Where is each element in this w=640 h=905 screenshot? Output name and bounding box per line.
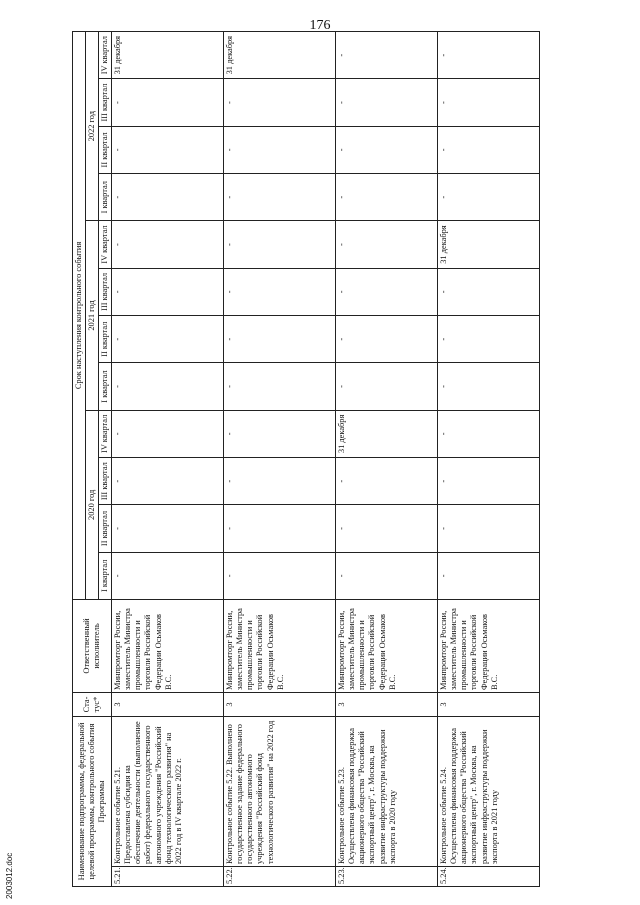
- event-status: 3: [438, 693, 540, 717]
- quarter-cell-empty: -: [112, 410, 224, 457]
- quarter-cell-empty: -: [224, 410, 336, 457]
- quarter-cell-date: 31 декабря: [438, 221, 540, 268]
- event-name: Контрольное событие 5.22. Выполнено государственное задание федерального государственного автономного учреждения "Российский фонд технологического развития" на 2022 год: [224, 717, 336, 867]
- quarter-cell-empty: -: [224, 174, 336, 221]
- quarter-cell-empty: -: [112, 552, 224, 599]
- quarter-cell-empty: -: [438, 458, 540, 505]
- quarter-cell-empty: -: [336, 79, 438, 126]
- quarter-cell-empty: -: [438, 79, 540, 126]
- quarter-cell-empty: -: [112, 268, 224, 315]
- header-quarter: III квартал: [99, 458, 112, 505]
- quarter-cell-date: 31 декабря: [336, 410, 438, 457]
- footer-doc-code: 2003012.doc: [5, 852, 14, 899]
- quarter-cell-empty: -: [336, 505, 438, 552]
- quarter-cell-empty: -: [224, 79, 336, 126]
- quarter-cell-empty: -: [438, 505, 540, 552]
- table-row: [336, 31, 438, 886]
- header-quarter: III квартал: [99, 268, 112, 315]
- table-wrapper: [72, 32, 550, 887]
- header-year-2022: 2022 год: [86, 31, 99, 220]
- header-quarter: I квартал: [99, 174, 112, 221]
- row-number: 5.21.: [112, 867, 224, 887]
- quarter-cell-empty: -: [224, 126, 336, 173]
- quarter-cell-empty: -: [336, 268, 438, 315]
- header-quarter: I квартал: [99, 363, 112, 410]
- quarter-cell-empty: -: [112, 458, 224, 505]
- quarter-cell-empty: -: [438, 268, 540, 315]
- header-year-2020: 2020 год: [86, 410, 99, 599]
- quarter-cell-empty: -: [224, 505, 336, 552]
- control-events-table: [72, 31, 540, 887]
- quarter-cell-empty: -: [112, 221, 224, 268]
- header-quarter: IV квартал: [99, 31, 112, 78]
- header-quarter: II квартал: [99, 126, 112, 173]
- event-responsible: Минпромторг России, заместитель Министра промышленности и торговли Российской Федерации Осьмаков В.С.: [438, 600, 540, 693]
- quarter-cell-date: 31 декабря: [112, 31, 224, 78]
- event-status: 3: [224, 693, 336, 717]
- event-responsible: Минпромторг России, заместитель Министра промышленности и торговли Российской Федерации Осьмаков В.С.: [112, 600, 224, 693]
- quarter-cell-empty: -: [224, 363, 336, 410]
- event-status: 3: [336, 693, 438, 717]
- header-quarter: IV квартал: [99, 221, 112, 268]
- header-status: Ста-тус*: [73, 693, 112, 717]
- quarter-cell-empty: -: [438, 126, 540, 173]
- header-year-2021: 2021 год: [86, 221, 99, 410]
- event-status: 3: [112, 693, 224, 717]
- quarter-cell-empty: -: [224, 552, 336, 599]
- quarter-cell-empty: -: [112, 363, 224, 410]
- quarter-cell-empty: -: [336, 458, 438, 505]
- quarter-cell-empty: -: [112, 316, 224, 363]
- event-name: Контрольное событие 5.24. Осуществлена финансовая поддержка акционерного общества "Российский экспортный центр", г. Москва, на развитие инфраструктуры поддержки экспорта в 2021 году: [438, 717, 540, 867]
- quarter-cell-empty: -: [336, 126, 438, 173]
- quarter-cell-date: 31 декабря: [224, 31, 336, 78]
- quarter-cell-empty: -: [438, 363, 540, 410]
- quarter-cell-empty: -: [224, 316, 336, 363]
- quarter-cell-empty: -: [224, 268, 336, 315]
- event-name: Контрольное событие 5.23. Осуществлена финансовая поддержка акционерного общества "Российский экспортный центр", г. Москва, на развитие инфраструктуры поддержки экспорта в 2020 году: [336, 717, 438, 867]
- quarter-cell-empty: -: [336, 552, 438, 599]
- quarter-cell-empty: -: [336, 31, 438, 78]
- quarter-cell-empty: -: [336, 363, 438, 410]
- quarter-cell-empty: -: [112, 505, 224, 552]
- quarter-cell-empty: -: [112, 174, 224, 221]
- page-number: 176: [309, 18, 331, 33]
- header-quarter: IV квартал: [99, 410, 112, 457]
- quarter-cell-empty: -: [112, 79, 224, 126]
- table-row: [438, 31, 540, 886]
- header-responsible: Ответственный исполнитель: [73, 600, 112, 693]
- rotated-page: [72, 32, 550, 887]
- quarter-cell-empty: -: [438, 410, 540, 457]
- table-row: [112, 31, 224, 886]
- event-responsible: Минпромторг России, заместитель Министра промышленности и торговли Российской Федерации Осьмаков В.С.: [224, 600, 336, 693]
- row-number: 5.22.: [224, 867, 336, 887]
- header-period: Срок наступления контрольного события: [73, 31, 86, 599]
- footer: [4, 699, 24, 899]
- header-quarter: II квартал: [99, 316, 112, 363]
- quarter-cell-empty: -: [224, 458, 336, 505]
- quarter-cell-empty: -: [336, 221, 438, 268]
- quarter-cell-empty: -: [336, 174, 438, 221]
- header-quarter: II квартал: [99, 505, 112, 552]
- header-quarter: I квартал: [99, 552, 112, 599]
- row-number: 5.23.: [336, 867, 438, 887]
- header-quarter: III квартал: [99, 79, 112, 126]
- quarter-cell-empty: -: [438, 552, 540, 599]
- header-name: Наименование подпрограммы, федеральной целевой программы, контрольного события Программы: [73, 717, 112, 887]
- quarter-cell-empty: -: [224, 221, 336, 268]
- quarter-cell-empty: -: [438, 316, 540, 363]
- quarter-cell-empty: -: [438, 174, 540, 221]
- quarter-cell-empty: -: [336, 316, 438, 363]
- event-responsible: Минпромторг России, заместитель Министра промышленности и торговли Российской Федерации Осьмаков В.С.: [336, 600, 438, 693]
- quarter-cell-empty: -: [438, 31, 540, 78]
- event-name: Контрольное событие 5.21. Предоставлена субсидия на обеспечение деятельности (выполнение работ) федерального государственного автономного учреждения "Российский фонд технологического развития" на 2022 год в IV квартале 2022 г.: [112, 717, 224, 867]
- quarter-cell-empty: -: [112, 126, 224, 173]
- table-row: [224, 31, 336, 886]
- row-number: 5.24.: [438, 867, 540, 887]
